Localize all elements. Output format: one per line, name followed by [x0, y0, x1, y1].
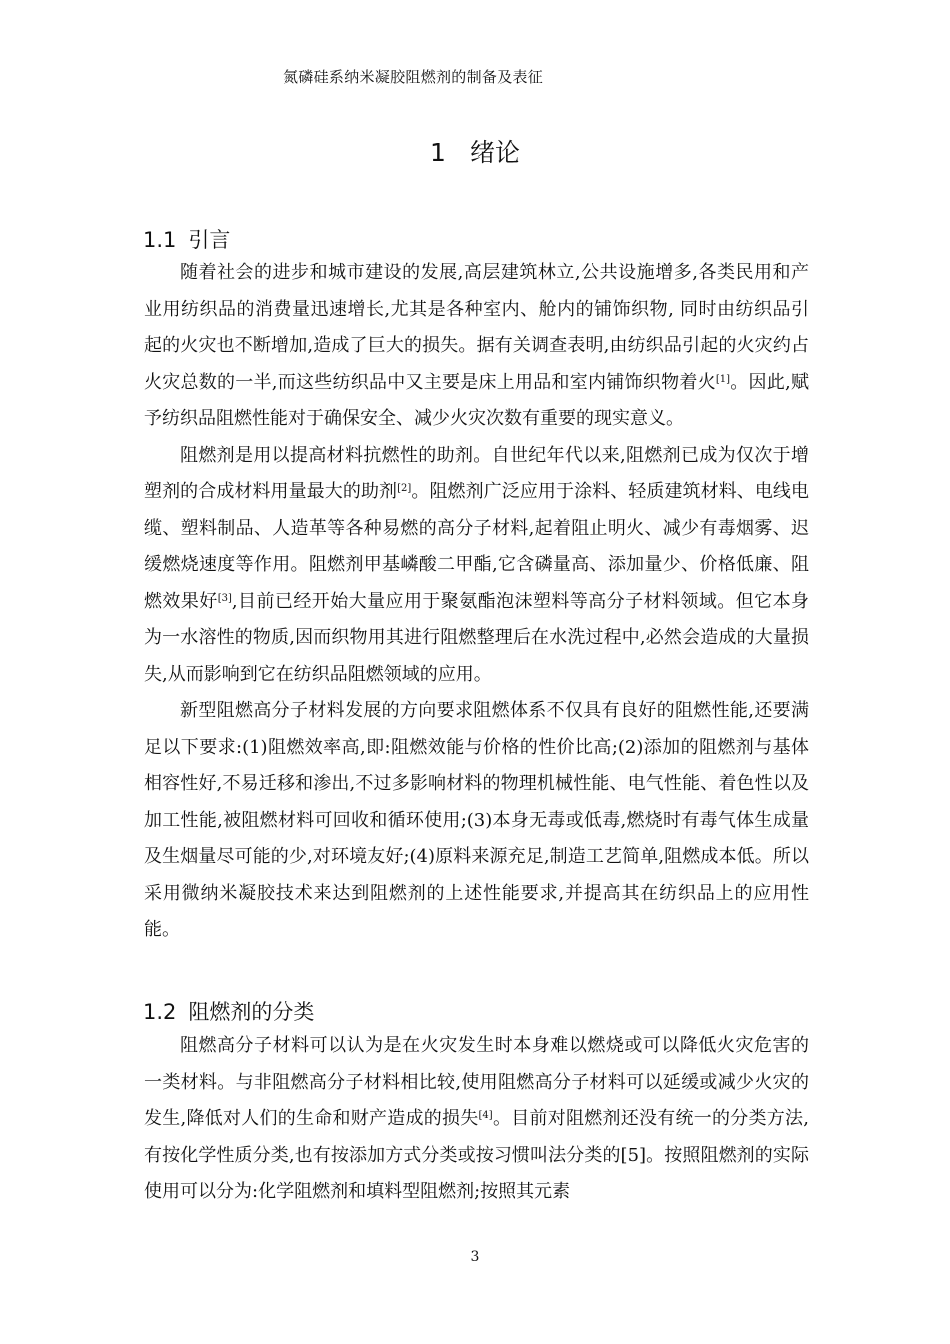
text-run: 。阻燃剂广泛应用于涂料、轻质建筑材料、电线电缆、塑料制品、人造革等各种易燃的高分子材料,起着阻止明火、减少有毒烟雾、迟缓燃烧速度等作用。阻燃剂甲基嶙酸二甲酯,它含磷量高、添加量少、价格低廉、阻燃效果好	[144, 481, 810, 612]
citation: [2]	[397, 483, 412, 494]
paragraph	[144, 438, 809, 694]
text-run: ,目前已经开始大量应用于聚氨酯泡沫塑料等高分子材料领域。但它本身为一水溶性的物质,因而织物用其进行阻燃整理后在水洗过程中,必然会造成的大量损失,从而影响到它在纺织品阻燃领域的应用。	[144, 590, 810, 685]
section-1-2-body	[144, 1028, 809, 1211]
paragraph	[144, 1028, 809, 1211]
section-number: 1.1	[143, 228, 177, 252]
section-heading-1-2	[143, 996, 314, 1026]
citation: [3]	[217, 592, 232, 604]
section-1-1-body	[144, 255, 809, 949]
page-number: 3	[470, 1249, 480, 1265]
text-run: 新型阻燃高分子材料发展的方向要求阻燃体系不仅具有良好的阻燃性能,还要满足以下要求:(1)阻燃效率高,即:阻燃效能与价格的性价比高;(2)添加的阻燃剂与基体相容性好,不易迁移和渗出,不过多影响材料的物理机械性能、电气性能、着色性以及加工性能,被阻燃材料可回收和循环使用;(3)本身无毒或低毒,燃烧时有毒气体生成量及生烟量尽可能的少,对环境友好;(4)原料来源充足,制造工艺简单,阻燃成本低。所以采用微纳米凝胶技术来达到阻燃剂的上述性能要求,并提高其在纺织品上的应用性能。	[144, 700, 809, 940]
citation: [4]	[478, 1110, 493, 1121]
text-run: 随着社会的进步和城市建设的发展,高层建筑林立,公共设施增多,各类民用和产业用纺织品的消费量迅速增长,尤其是各种室内、舱内的铺饰织物, 同时由纺织品引起的火灾也不断增加,造成了巨大的损失。据有关调查表明,由纺织品引起的火灾约占火灾总数的一半,而这些纺织品中又主要是床上用品和室内铺饰织物着火	[144, 262, 809, 393]
section-heading-1-1	[143, 224, 230, 254]
section-title: 阻燃剂的分类	[188, 1000, 315, 1024]
citation: [1]	[715, 373, 730, 385]
chapter-number: 1	[430, 138, 446, 167]
text-run: 。目前对阻燃剂还没有统一的分类方法,有按化学性质分类,也有按添加方式分类或按习惯叫法分类的[5]。按照阻燃剂的实际使用可以分为:化学阻燃剂和填料型阻燃剂;按照其元素	[144, 1108, 809, 1202]
paragraph	[144, 693, 809, 949]
text-run: 。因此,赋予纺织品阻燃性能对于确保安全、减少火灾次数有重要的现实意义。	[144, 371, 809, 429]
text-run: 阻燃高分子材料可以认为是在火灾发生时本身难以燃烧或可以降低火灾危害的一类材料。与非阻燃高分子材料相比较,使用阻燃高分子材料可以延缓或减少火灾的发生,降低对人们的生命和财产造成的损失	[144, 1035, 809, 1129]
section-number: 1.2	[143, 1000, 177, 1024]
paragraph	[144, 255, 809, 438]
section-title: 引言	[188, 228, 231, 252]
chapter-title-text: 绪论	[469, 138, 520, 167]
text-run: 阻燃剂是用以提高材料抗燃性的助剂。自世纪年代以来,阻燃剂已成为仅次于增塑剂的合成材料用量最大的助剂	[144, 444, 809, 502]
running-header: 氮磷硅系纳米凝胶阻燃剂的制备及表征	[283, 68, 544, 86]
chapter-title	[0, 133, 950, 169]
